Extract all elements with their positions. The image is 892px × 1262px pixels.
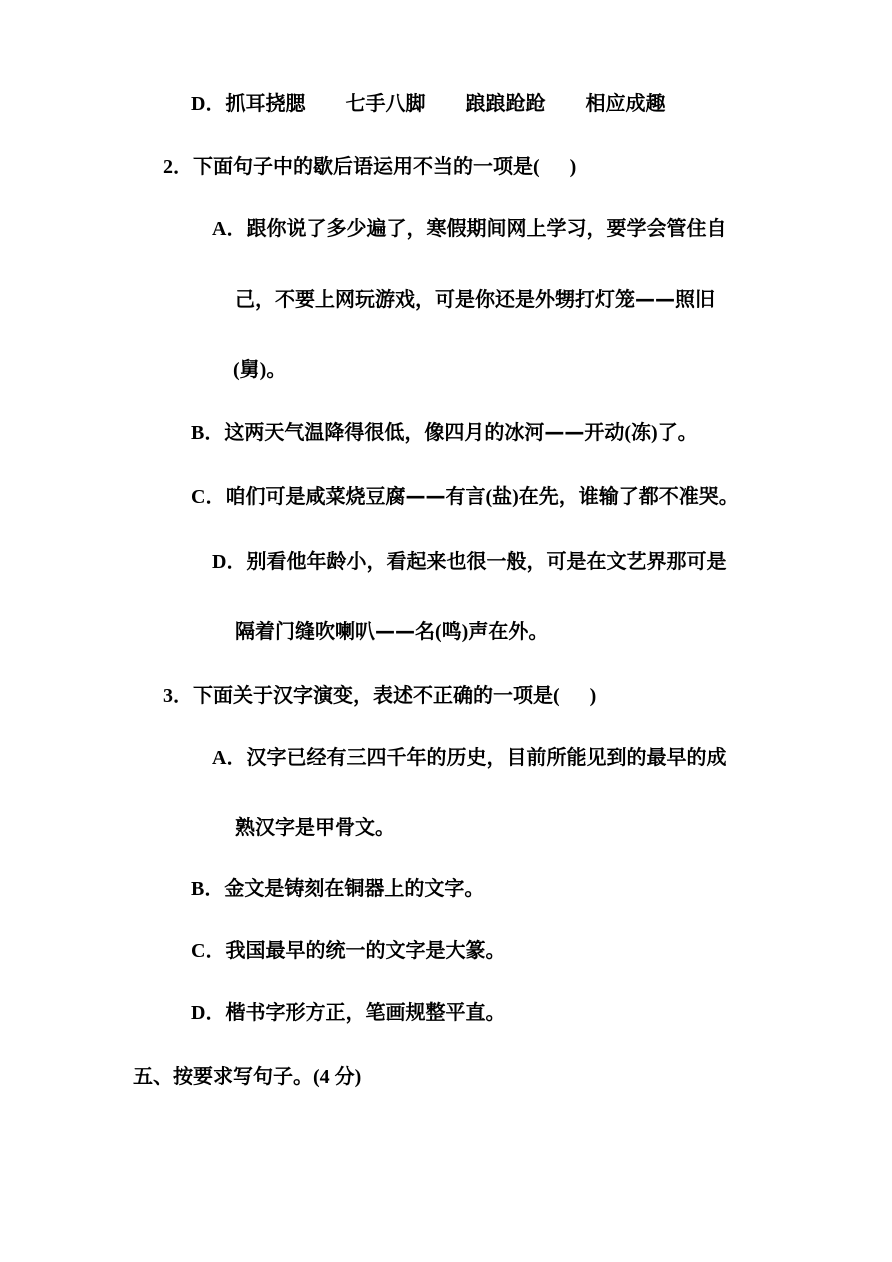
option-letter: A [212,218,227,240]
q2-option-a-line1 [212,214,726,243]
points-prefix: (4 [313,1066,335,1088]
question-2-stem [163,152,576,181]
paren-open: ( [435,621,442,643]
question-number: 2 [163,156,173,178]
option-dot: ． [205,1002,226,1024]
option-word-1: 抓耳挠腮 [225,91,306,115]
question-text: 下面句子中的歇后语运用不当的一项是 [193,154,533,178]
paren-open: ( [624,422,632,444]
points-unit: 分 [334,1064,355,1088]
answer-paren-close: ) [589,685,597,707]
answer-paren-open: ( [533,156,540,178]
option-text: 咱们可是咸菜烧豆腐——有言 [225,484,486,508]
option-letter: B [191,422,205,444]
option-dot: ． [226,551,247,573]
option-text: 金文是铸刻在铜器上的文字。 [224,876,485,900]
q2-option-d-line1 [212,547,726,576]
q2-option-b [191,418,698,447]
option-letter: C [191,486,206,508]
q2-option-c [191,482,739,511]
q3-option-d [191,998,505,1027]
option-dot: ． [205,940,226,962]
option-word-3: 踉踉跄跄 [465,91,546,115]
q2-option-d-line2 [235,617,548,646]
option-letter: D [212,551,227,573]
option-text: 别看他年龄小，看起来也很一般，可是在文艺界那可是 [246,549,727,573]
q2-option-a-line2 [235,285,715,313]
q3-option-a-line1 [212,743,726,772]
option-dot: ． [204,878,225,900]
paren-open: ( [485,486,493,508]
option-text: 这两天气温降得很低，像四月的冰河——开动 [224,420,625,444]
option-text-end: 了。 [657,420,698,444]
q3-option-c [191,936,505,965]
option-text: 汉字已经有三四千年的历史，目前所能见到的最早的成 [246,745,727,769]
homophone-char: 舅 [239,357,260,381]
question-number: 3 [163,685,173,707]
homophone-char: 盐 [492,484,513,508]
option-text-end: 。 [266,357,287,381]
points-suffix: ) [354,1066,362,1088]
paren-close: ) [259,359,267,381]
q2-option-a-line3 [233,355,286,384]
paren-close: ) [651,422,658,444]
paren-open: ( [233,359,240,381]
answer-paren-close: ) [569,156,577,178]
option-letter: D [191,1002,206,1024]
homophone-char: 鸣 [441,619,462,643]
option-letter: C [191,940,206,962]
answer-paren-open: ( [553,685,560,707]
q3-option-a-line2 [235,813,395,841]
option-word-2: 七手八脚 [345,91,426,115]
option-text-end: 声在外。 [468,619,549,643]
section-5-heading [133,1062,361,1091]
section-title: 五、按要求写句子。 [133,1064,313,1088]
option-text: 己，不要上网玩游戏，可是你还是外甥打灯笼——照旧 [235,287,715,311]
question-text: 下面关于汉字演变，表述不正确的一项是 [193,683,553,707]
option-text: 隔着门缝吹喇叭——名 [235,619,435,643]
question-dot: ． [173,685,193,707]
option-letter: B [191,878,205,900]
homophone-char: 冻 [631,420,652,444]
paren-close: ) [461,621,469,643]
option-text-end: 在先，谁输了都不准哭。 [518,484,739,508]
paren-close: ) [512,486,519,508]
question-3-stem [163,681,596,710]
option-dot: ． [226,218,247,240]
option-text: 楷书字形方正，笔画规整平直。 [225,1000,506,1024]
option-dot: ． [204,422,225,444]
option-dot: ． [226,747,247,769]
option-letter: A [212,747,227,769]
option-text: 熟汉字是甲骨文。 [235,815,395,839]
option-text: 跟你说了多少遍了，寒假期间网上学习，要学会管住自 [246,216,727,240]
option-dot: ． [205,486,226,508]
question-dot: ． [173,156,193,178]
option-letter: D [191,93,206,115]
option-dot: ． [205,93,226,115]
q1-option-d [191,89,665,118]
option-word-4: 相应成趣 [585,91,666,115]
q3-option-b [191,874,484,903]
option-text: 我国最早的统一的文字是大篆。 [225,938,506,962]
